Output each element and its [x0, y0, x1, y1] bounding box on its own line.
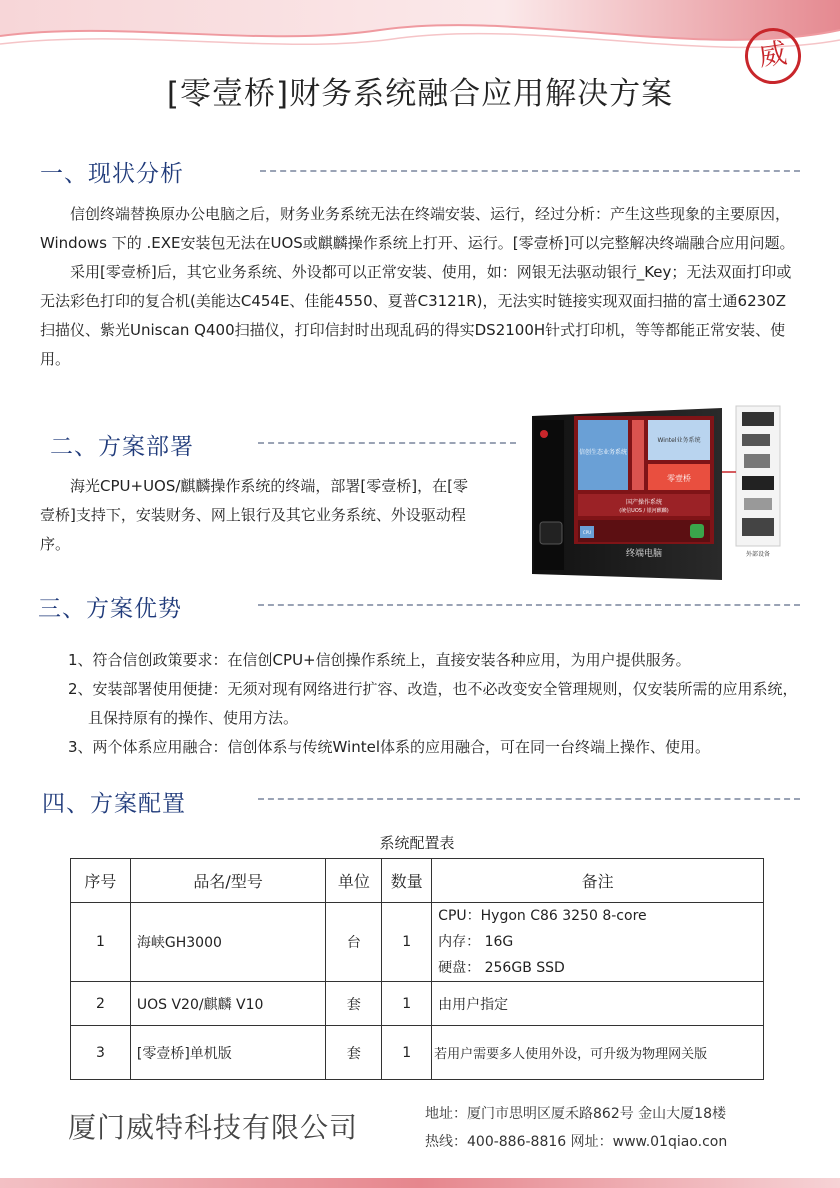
cell-qty: 1: [382, 1026, 432, 1080]
table-row: [71, 903, 764, 982]
cell-qty: 1: [382, 982, 432, 1026]
cpu-label: CPU: [582, 530, 592, 535]
column-header: 品名/型号: [130, 859, 326, 903]
configuration-table: [70, 858, 764, 1080]
company-name: 厦门威特科技有限公司: [68, 1111, 359, 1144]
section-divider: [258, 798, 800, 800]
column-header: 单位: [326, 859, 382, 903]
section-title-status: 一、现状分析: [40, 161, 184, 187]
table-row: [71, 982, 764, 1026]
list-item: 1、符合信创政策要求：在信创CPU+信创操作系统上，直接安装各种应用，为用户提供服务。: [68, 651, 691, 669]
cell-no: 1: [71, 903, 131, 982]
section-title-configuration: 四、方案配置: [42, 791, 186, 817]
screen-label-os-sub: (统信UOS / 银河麒麟): [619, 508, 669, 514]
screen-label-lingyiqiao: 零壹桥: [667, 474, 691, 483]
company-seal-logo: 威: [741, 24, 804, 87]
cell-unit: 套: [326, 1026, 382, 1080]
paragraph: 信创终端替换原办公电脑之后，财务业务系统无法在终端安装、运行，经过分析：产生这些现象的主要原因，Windows 下的 .EXE安装包无法在UOS或麒麟操作系统上打开、运行。[零壹桥]可以完整解决终端融合应用问题。: [40, 205, 795, 252]
cell-qty: 1: [382, 903, 432, 982]
table-caption: 系统配置表: [379, 834, 455, 852]
peripheral-label: 外部设备: [745, 551, 771, 558]
section-body-status: [40, 200, 800, 374]
terminal-product-image: [522, 402, 806, 582]
screen-label-xinchuang: 信创生态业务系统: [578, 449, 628, 456]
note-line: 硬盘： 256GB SSD: [438, 960, 565, 976]
list-item: 3、两个体系应用融合：信创体系与传统Wintel体系的应用融合，可在同一台终端上操作、使用。: [68, 738, 711, 756]
contact-block: [425, 1100, 727, 1156]
contact-line: 热线：400-886-8816 网址：www.01qiao.con: [425, 1134, 728, 1150]
note-line: CPU：Hygon C86 3250 8-core: [438, 908, 647, 924]
address-line: 地址：厦门市思明区厦禾路862号 金山大厦18楼: [425, 1106, 726, 1122]
section-title-advantages: 三、方案优势: [38, 596, 182, 622]
section-divider: [258, 442, 516, 444]
footer-bar-decoration: [0, 1178, 840, 1188]
section-body-deployment: [40, 472, 480, 559]
document-title: [零壹桥]财务系统融合应用解决方案: [166, 76, 674, 112]
cell-no: 2: [71, 982, 131, 1026]
cell-no: 3: [71, 1026, 131, 1080]
screen-label-os: 国产操作系统: [625, 499, 663, 506]
section-divider: [260, 170, 800, 172]
cell-unit: 台: [326, 903, 382, 982]
cell-unit: 套: [326, 982, 382, 1026]
terminal-label: 终端电脑: [625, 549, 663, 559]
note-line: 内存： 16G: [438, 934, 514, 950]
paragraph: 海光CPU+UOS/麒麟操作系统的终端，部署[零壹桥]，在[零壹桥]支持下，安装财务、网上银行及其它业务系统、外设驱动程序。: [40, 477, 468, 553]
cell-name: 海峡GH3000: [130, 903, 326, 982]
table-header-row: [71, 859, 764, 903]
cell-name: UOS V20/麒麟 V10: [130, 982, 326, 1026]
section-divider: [258, 604, 800, 606]
cell-notes: 若用户需要多人使用外设，可升级为物理网关版: [432, 1026, 764, 1080]
column-header: 数量: [382, 859, 432, 903]
cell-notes: [432, 903, 764, 982]
advantages-list: [68, 646, 808, 762]
cell-name: [零壹桥]单机版: [130, 1026, 326, 1080]
column-header: 序号: [71, 859, 131, 903]
section-title-deployment: 二、方案部署: [50, 434, 194, 460]
screen-label-wintel: Wintel业务系统: [657, 437, 701, 444]
header-wave-decoration: [0, 0, 840, 70]
list-item: 2、安装部署使用便捷：无须对现有网络进行扩容、改造，也不必改变安全管理规则，仅安装所需的应用系统，且保持原有的操作、使用方法。: [68, 680, 798, 727]
paragraph: 采用[零壹桥]后，其它业务系统、外设都可以正常安装、使用，如：网银无法驱动银行_Key；无法双面打印或无法彩色打印的复合机(美能达C454E、佳能4550、夏普C3121R)，无法实时链接实现双面扫描的富士通6230Z扫描仪、紫光Uniscan Q400扫描仪，打印信封时出现乱码的得实DS2100H针式打印机，等等都能正常安装、使用。: [40, 263, 792, 368]
table-row: [71, 1026, 764, 1080]
cell-notes: 由用户指定: [432, 982, 764, 1026]
column-header: 备注: [432, 859, 764, 903]
